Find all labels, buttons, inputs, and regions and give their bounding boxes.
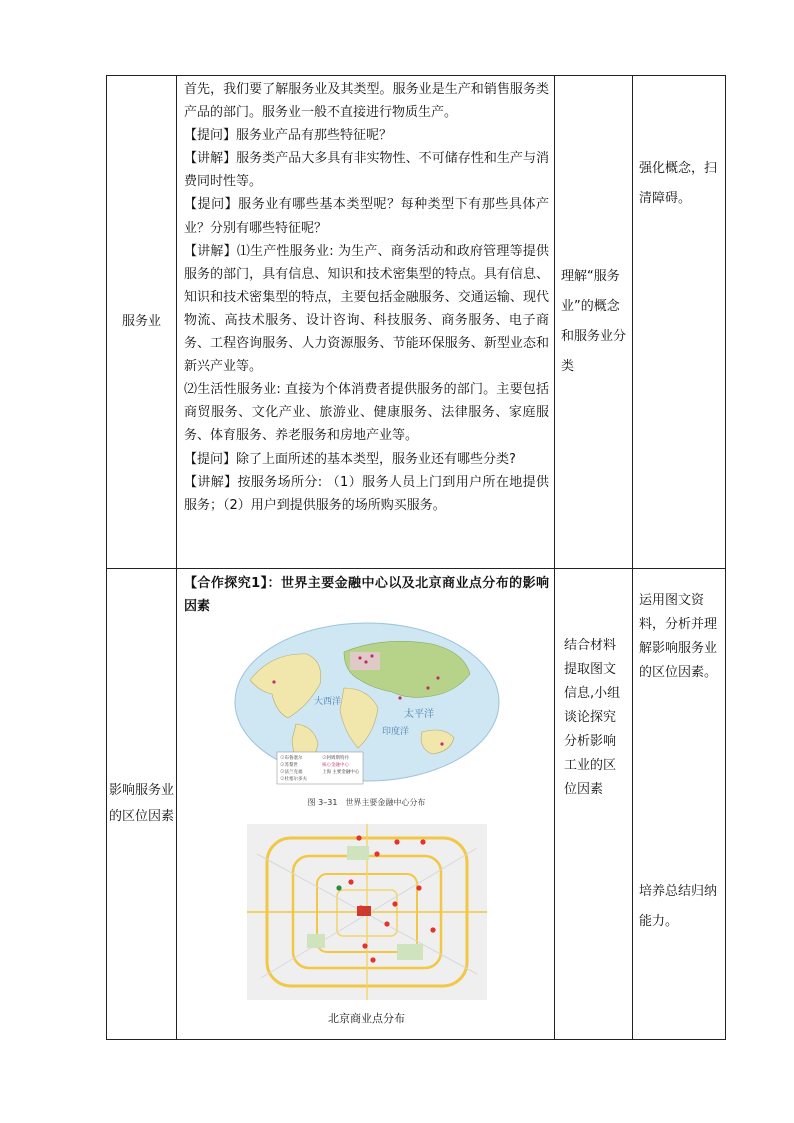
lesson-plan-table (106, 75, 726, 1040)
legend-item: ⊙苏黎世 (279, 762, 298, 768)
table-row (107, 76, 726, 569)
student-activity: 理解“服务业”的概念和服务业分类 (555, 76, 633, 569)
teaching-content (177, 76, 555, 569)
paragraph: 【讲解】按服务场所分: （1）服务人员上门到用户所在地提供服务；（2）用户到提供服务的场所购买服务。 (184, 474, 549, 513)
paragraph: ⑵生活性服务业: 直接为个体消费者提供服务的部门。主要包括商贸服务、文化产业、旅游业、健康服务、法律服务、家庭服务、体育服务、养老服务和房地产业等。 (184, 382, 549, 444)
legend-item: ⊙法兰克福 (279, 769, 302, 775)
paragraph: 【提问】服务业有哪些基本类型呢？每种类型下有那些具体产业？分别有哪些特征呢？ (184, 197, 549, 236)
teaching-content (177, 569, 555, 1040)
figure-caption: 北京商业点分布 (328, 1012, 405, 1026)
ocean-label: 印度洋 (381, 726, 409, 737)
paragraph: 【讲解】⑴生产性服务业: 为生产、商务活动和政府管理等提供服务的部门，具有信息、知识和技术密集型的特点。具有信息、知识和技术密集型的特点，主要包括金融服务、交通运输、现代物流、高技术服务、设计咨询、科技服务、商务服务、电子商务、工程咨询服务、人力资源服务、节能环保服务、新型业态和新兴产业等。 (184, 243, 549, 375)
legend-item: ⊙杜塞尔多夫 (279, 776, 307, 782)
world-map-figure (184, 622, 549, 808)
design-intent (633, 569, 726, 1040)
world-finance-map (232, 622, 502, 792)
row-category: 服务业 (107, 76, 177, 569)
design-intent: 强化概念，扫清障碍。 (633, 76, 726, 569)
paragraph: 【讲解】服务类产品大多具有非实物性、不可储存性和生产与消费同时性等。 (184, 151, 549, 190)
ocean-label: 大西洋 (313, 696, 341, 707)
legend-item: 上海 主要金融中心 (321, 769, 359, 775)
figure-caption: 图 3–31 世界主要金融中心分布 (307, 798, 426, 808)
row-category: 影响服务业的区位因素 (107, 569, 177, 1040)
task-title: 【合作探究1】：世界主要金融中心以及北京商业点分布的影响因素 (184, 576, 549, 615)
paragraph: 【提问】服务业产品有那些特征呢？ (184, 128, 393, 144)
beijing-commerce-map (247, 824, 487, 1000)
intent-text: 运用图文资料，分析并理解影响服务业的区位因素。 (639, 593, 718, 680)
intent-text: 培养总结归纳能力。 (639, 884, 718, 929)
legend-item: ⊙阿姆斯特丹 (321, 755, 349, 761)
student-activity: 结合材料提取图文信息,小组谈论探究分析影响工业的区位因素 (555, 569, 633, 1040)
ocean-label: 太平洋 (403, 709, 434, 721)
beijing-map-figure (184, 824, 549, 1026)
paragraph: 【提问】除了上面所述的基本类型，服务业还有哪些分类? (184, 451, 516, 467)
legend-item: 核心金融中心 (321, 762, 349, 768)
paragraph: 首先，我们要了解服务业及其类型。服务业是生产和销售服务类产品的部门。服务业一般不直接进行物质生产。 (184, 82, 549, 121)
legend-item: ⊙布鲁塞尔 (279, 755, 302, 761)
table-row (107, 569, 726, 1040)
